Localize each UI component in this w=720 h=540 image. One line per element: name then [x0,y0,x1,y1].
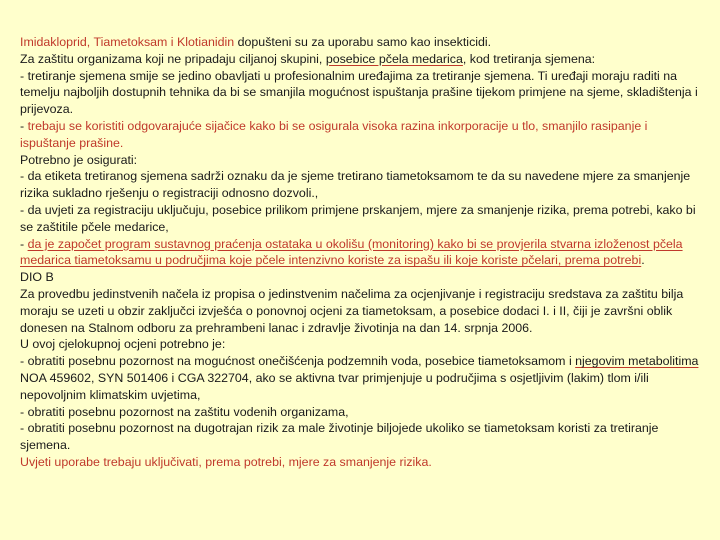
bullet-aquatic: - obratiti posebnu pozornost na zaštitu vodenih organizama, [20,404,349,419]
underlined-monitoring: da je započet program sustavnog praćenja ostataka u okolišu (monitoring) kako bi se provjerila stvarna izloženost pčela medarica tiametoksamu u područjima koje pčele intenzivno koriste za ispašu ili koje koriste pčelari, prema potrebi [20,236,683,268]
heading-assessment: U ovoj cjelokupnoj ocjeni potrebno je: [20,337,226,352]
bullet-monitoring: - da je započet program sustavnog praćenja ostataka u okolišu (monitoring) kako bi se provjerila stvarna izloženost pčela medarica tiametoksamu u područjima koje pčele intenzivno koriste za ispašu ili koje koriste pčelari, prema potrebi. [20,236,683,268]
paragraph-intro [20,34,706,51]
document-body [20,34,706,471]
heading-ensure: Potrebno je osigurati: [20,152,138,167]
bullet-seeders: - trebaju se koristiti odgovarajuće sijačice kako bi se osigurala visoka razina inkorporacije u tlo, smanjilo rasipanje i ispuštanje prašine. [20,118,648,150]
section-heading-b: DIO B [20,270,54,285]
underlined-bees: posebice pčela medarica [325,51,463,66]
underlined-metabolites: njegovim metabolitima [575,354,699,369]
bullet-registration: - da uvjeti za registraciju uključuju, posebice prilikom primjene prskanjem, mjere za smanjenje rizika, prema potrebi, kako bi se zaštitile pčele medarice, [20,202,696,234]
paragraph-uniform-principles: Za provedbu jedinstvenih načela iz propisa o jedinstvenim načelima za ocjenjivanje i registraciju sredstava za zaštitu bilja moraju se uzeti u obzir zaključci izvješća o ponovnoj ocjeni za tiametoksam, a posebice dodaci I. i II, čiji je završni oblik donesen na Stalnom odboru za prehrambeni lanac i zdravlje životinja na dan 14. srpnja 2006. [20,286,684,335]
bullet-groundwater: - obratiti posebnu pozornost na mogućnost onečišćenja podzemnih voda, posebice tiametoksamom i njegovim metabolitima NOA 459602, SYN 501406 i CGA 322704, ako se aktivna tvar primjenjuje u područjima s osjetljivim (lakim) tlom i/ili nepovoljnim klimatskim uvjetima, [20,354,699,402]
bullet-label: - da etiketa tretiranog sjemena sadrži oznaku da je sjeme tretirano tiametoksamom te da su navedene mjere za smanjenje rizika sukladno rješenju o registraciji odnosno dozvoli., [20,169,691,201]
bullet-treatment-devices: - tretiranje sjemena smije se jedino obavljati u profesionalnim uređajima za tretiranje sjemena. Ti uređaji moraju raditi na temelju najboljih dostupnih tehnika da bi se smanjila mogućnost ispuštanja prašine tijekom primjene na sjeme, skladištenja i prijevoza. [20,68,698,117]
paragraph-protection: Za zaštitu organizama koji ne pripadaju ciljanoj skupini, posebice pčela medarica, kod tretiranja sjemena: [20,51,596,66]
bullet-herbivores: - obratiti posebnu pozornost na dugotrajan rizik za male životinje biljojede ukoliko se tiametoksam koristi za tretiranje sjemena. [20,421,659,453]
active-substances: Imidakloprid, Tiametoksam i Klotianidin [20,35,235,49]
closing-conditions: Uvjeti uporabe trebaju uključivati, prema potrebi, mjere za smanjenje rizika. [20,454,432,469]
intro-text: dopušteni su za uporabu samo kao insekticidi. [234,35,492,49]
